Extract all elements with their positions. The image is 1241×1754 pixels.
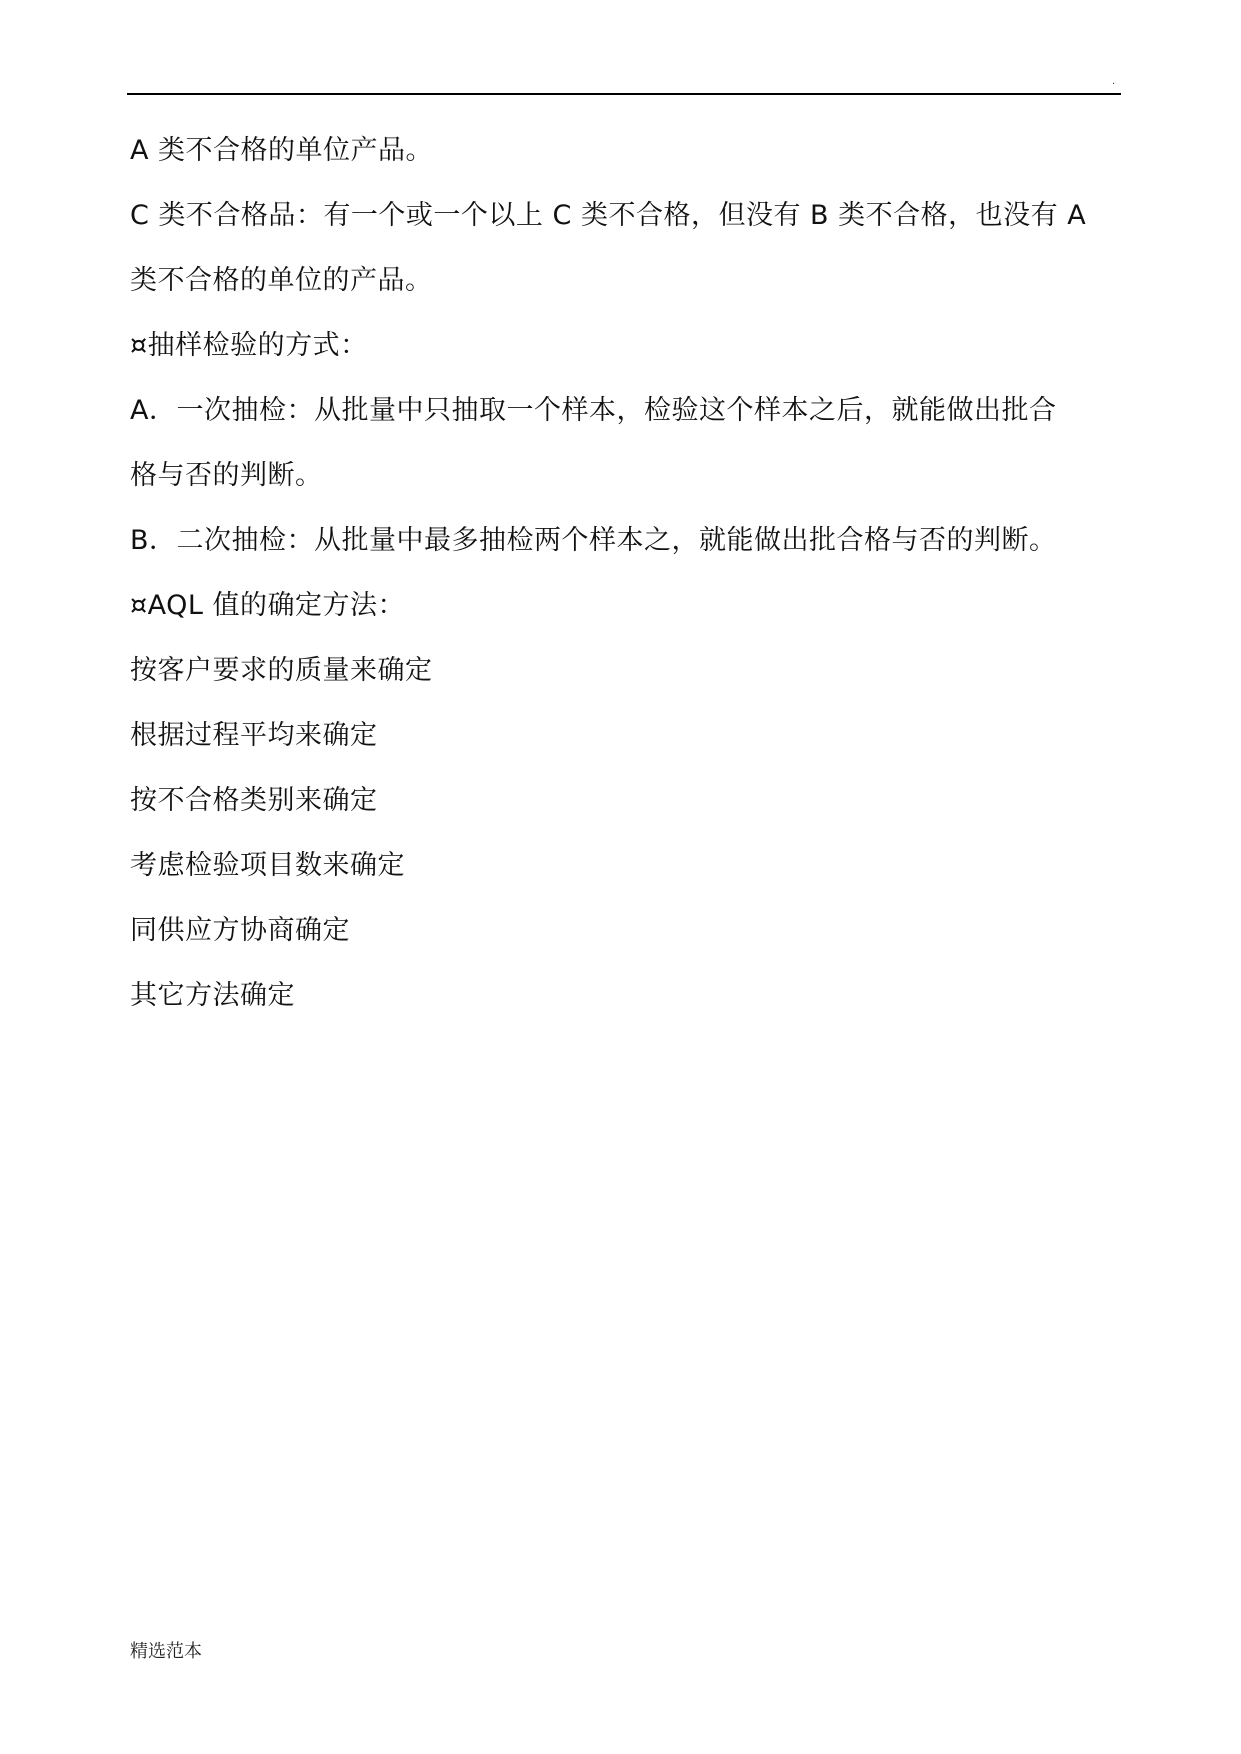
section-heading-aql-methods: ¤AQL 值的确定方法： [130,590,406,621]
footer-label: 精选范本 [130,1641,202,1662]
list-item: 根据过程平均来确定 [130,720,378,751]
text-line-a-class: A 类不合格的单位产品。 [130,135,434,166]
text-line-c-class-continued: 类不合格的单位的产品。 [130,265,433,296]
list-item: 其它方法确定 [130,980,295,1011]
list-item: 考虑检验项目数来确定 [130,850,405,881]
list-item: 按不合格类别来确定 [130,785,378,816]
text-line-single-sampling: A．一次抽检：从批量中只抽取一个样本，检验这个样本之后，就能做出批合 [130,395,1057,426]
list-item: 按客户要求的质量来确定 [130,655,433,686]
list-item: 同供应方协商确定 [130,915,350,946]
section-heading-sampling-methods: ¤抽样检验的方式： [130,330,368,361]
document-body [130,118,1120,1028]
header-mark: . [1112,76,1116,87]
text-line-single-sampling-continued: 格与否的判断。 [130,460,323,491]
text-line-c-class-definition: C 类不合格品：有一个或一个以上 C 类不合格，但没有 B 类不合格，也没有 A [130,200,1087,231]
text-line-double-sampling: B．二次抽检：从批量中最多抽检两个样本之，就能做出批合格与否的判断。 [130,525,1057,556]
header-rule [127,93,1121,95]
